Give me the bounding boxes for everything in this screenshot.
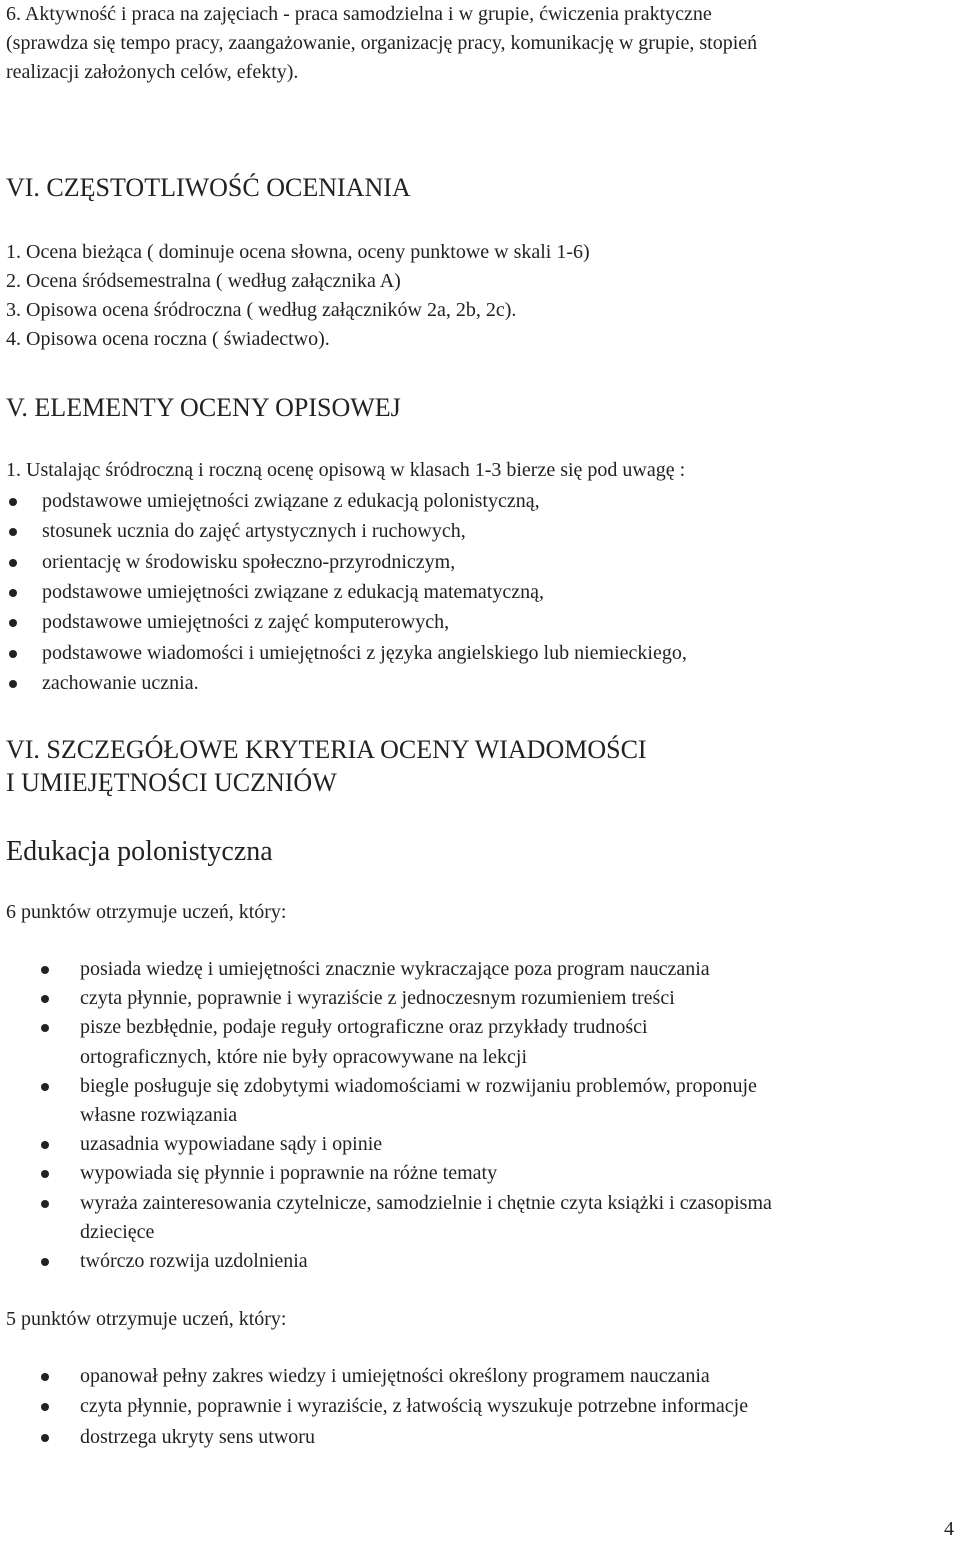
six-points-item: pisze bezbłędnie, podaje reguły ortograficzne oraz przykłady trudności	[80, 1016, 648, 1039]
section-title-criteria-line2: I UMIEJĘTNOŚCI UCZNIÓW	[6, 768, 337, 797]
bullet-dot	[41, 1258, 49, 1266]
five-points-item: czyta płynnie, poprawnie i wyraziście, z łatwością wyszukuje potrzebne informacje	[80, 1395, 749, 1418]
intro-line: 6. Aktywność i praca na zajęciach - praca samodzielna i w grupie, ćwiczenia praktyczne	[6, 3, 712, 25]
bullet-dot	[41, 1024, 49, 1032]
bullet-dot	[41, 1083, 49, 1091]
six-points-item: ortograficznych, które nie były opracowywane na lekcji	[80, 1045, 528, 1068]
section-title-frequency: VI. CZĘSTOTLIWOŚĆ OCENIANIA	[6, 173, 411, 202]
bullet-dot	[9, 589, 17, 597]
six-points-item: dziecięce	[80, 1220, 155, 1243]
bullet-dot	[41, 1141, 49, 1149]
six-points-item: wyraża zainteresowania czytelnicze, samodzielnie i chętnie czyta książki i czasopisma	[80, 1191, 772, 1214]
five-points-label: 5 punktów otrzymuje uczeń, który:	[6, 1308, 287, 1330]
elements-bullet-item: podstawowe umiejętności związane z edukacją matematyczną,	[42, 580, 544, 603]
frequency-item: 2. Ocena śródsemestralna ( według załącznika A)	[6, 270, 401, 292]
bullet-dot	[41, 1170, 49, 1178]
six-points-item: posiada wiedzę i umiejętności znacznie wykraczające poza program nauczania	[80, 958, 710, 980]
elements-bullet-item: stosunek ucznia do zajęć artystycznych i ruchowych,	[42, 520, 466, 543]
section-title-elements: V. ELEMENTY OCENY OPISOWEJ	[6, 393, 401, 422]
bullet-dot	[41, 966, 49, 974]
elements-intro: 1. Ustalając śródroczną i roczną ocenę opisową w klasach 1-3 bierze się pod uwagę :	[6, 459, 686, 481]
frequency-item: 1. Ocena bieżąca ( dominuje ocena słowna, oceny punktowe w skali 1-6)	[6, 241, 590, 263]
six-points-item: własne rozwiązania	[80, 1104, 238, 1126]
bullet-dot	[41, 1403, 49, 1411]
bullet-dot	[41, 995, 49, 1003]
elements-bullet-item: orientację w środowisku społeczno-przyrodniczym,	[42, 550, 456, 573]
intro-line: (sprawdza się tempo pracy, zaangażowanie, organizację pracy, komunikację w grupie, stopień	[6, 32, 758, 54]
frequency-item: 3. Opisowa ocena śródroczna ( według załączników 2a, 2b, 2c).	[6, 299, 517, 321]
six-points-item: biegle posługuje się zdobytymi wiadomościami w rozwijaniu problemów, proponuje	[80, 1074, 757, 1097]
bullet-dot	[9, 498, 17, 506]
six-points-item: czyta płynnie, poprawnie i wyraziście z jednoczesnym rozumieniem treści	[80, 987, 675, 1010]
bullet-dot	[9, 528, 17, 536]
frequency-item: 4. Opisowa ocena roczna ( świadectwo).	[6, 328, 330, 350]
five-points-item: opanował pełny zakres wiedzy i umiejętności określony programem nauczania	[80, 1365, 710, 1387]
subject-heading: Edukacja polonistyczna	[6, 836, 273, 867]
bullet-dot	[9, 559, 17, 567]
bullet-dot	[9, 680, 17, 688]
six-points-item: twórczo rozwija uzdolnienia	[80, 1250, 308, 1272]
bullet-dot	[41, 1373, 49, 1381]
elements-bullet-item: zachowanie ucznia.	[42, 671, 199, 694]
five-points-item: dostrzega ukryty sens utworu	[80, 1425, 315, 1448]
bullet-dot	[41, 1200, 49, 1208]
elements-bullet-item: podstawowe wiadomości i umiejętności z języka angielskiego lub niemieckiego,	[42, 641, 687, 664]
section-title-criteria: VI. SZCZEGÓŁOWE KRYTERIA OCENY WIADOMOŚCI	[6, 735, 647, 764]
bullet-dot	[9, 619, 17, 627]
intro-line: realizacji założonych celów, efekty).	[6, 61, 299, 83]
bullet-dot	[41, 1434, 49, 1442]
elements-bullet-item: podstawowe umiejętności związane z edukacją polonistyczną,	[42, 490, 540, 512]
six-points-label: 6 punktów otrzymuje uczeń, który:	[6, 901, 287, 923]
six-points-item: uzasadnia wypowiadane sądy i opinie	[80, 1133, 383, 1156]
elements-bullet-item: podstawowe umiejętności z zajęć komputerowych,	[42, 611, 450, 634]
bullet-dot	[9, 650, 17, 658]
six-points-item: wypowiada się płynnie i poprawnie na różne tematy	[80, 1162, 498, 1185]
page-number: 4	[944, 1518, 954, 1540]
